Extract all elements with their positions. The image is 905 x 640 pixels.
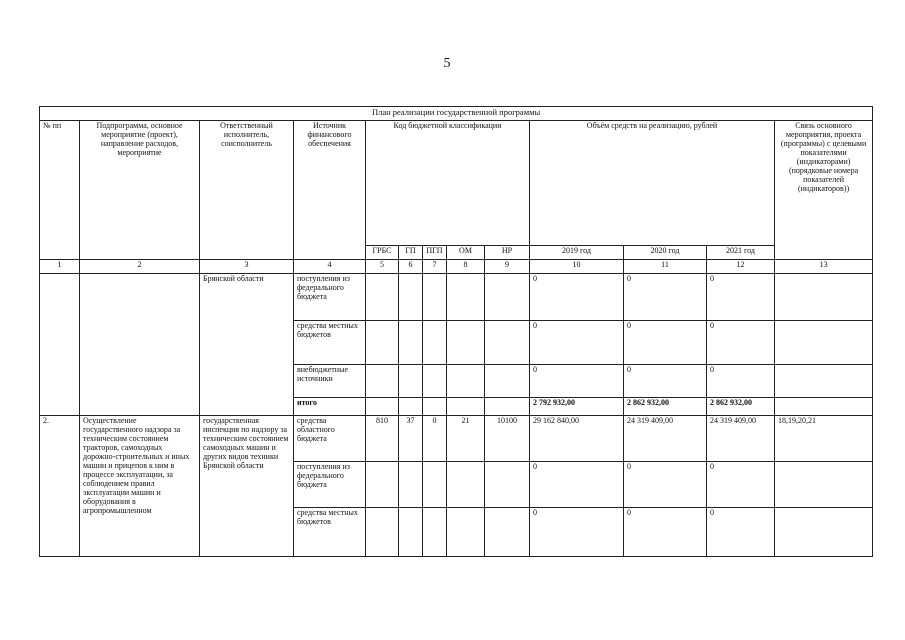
pgp-cell	[423, 273, 447, 320]
gp-cell	[399, 320, 423, 364]
grbs-cell	[366, 273, 399, 320]
table-row	[40, 273, 873, 320]
source-cell: средства местных бюджетов	[294, 508, 366, 557]
header-link: Связь основного мероприятия, проекта (программы) с целевыми показателями (индикаторами) (порядковые номера показателей (индикаторов))	[775, 121, 873, 259]
link-cell	[775, 508, 873, 557]
executor-cell: государственная инспекция по надзору за техническим состоянием самоходных машин и других видов техники Брянской области	[200, 416, 294, 557]
header-num: № пп	[40, 121, 80, 259]
header-pgp: ПГП	[423, 246, 447, 259]
subprogram-cell	[80, 273, 200, 416]
col-number: 6	[399, 259, 423, 273]
om-cell	[447, 398, 485, 416]
np-cell	[485, 364, 530, 398]
page-number: 5	[443, 56, 451, 71]
row-num-cell: 2.	[40, 416, 80, 557]
program-plan-table	[39, 106, 873, 557]
col-number: 4	[294, 259, 366, 273]
link-cell	[775, 273, 873, 320]
gp-cell	[399, 398, 423, 416]
col-number: 1	[40, 259, 80, 273]
pgp-cell	[423, 320, 447, 364]
grbs-cell: 810	[366, 416, 399, 462]
col-number: 8	[447, 259, 485, 273]
header-om: ОМ	[447, 246, 485, 259]
om-cell	[447, 273, 485, 320]
header-gp: ГП	[399, 246, 423, 259]
col-number: 9	[485, 259, 530, 273]
header-subprogram: Подпрограмма, основное мероприятие (проект), направление расходов, мероприятие	[80, 121, 200, 259]
source-cell: внебюджетные источники	[294, 364, 366, 398]
grbs-cell	[366, 364, 399, 398]
row-num-cell	[40, 273, 80, 416]
link-cell	[775, 398, 873, 416]
pgp-cell	[423, 364, 447, 398]
subprogram-cell: Осуществление государственного надзора за техническим состоянием тракторов, самоходных дорожно-строительных и иных машин и прицепов к ним в процессе эксплуатации, за соблюдением правил эксплуатации машин и оборудования в агропромышленном	[80, 416, 200, 557]
om-cell: 21	[447, 416, 485, 462]
grbs-cell	[366, 462, 399, 508]
amount-2020-cell: 0	[624, 320, 707, 364]
col-number: 11	[624, 259, 707, 273]
np-cell	[485, 320, 530, 364]
link-cell: 18,19,20,21	[775, 416, 873, 462]
amount-2021-cell: 0	[707, 462, 775, 508]
amount-2021-cell: 0	[707, 364, 775, 398]
header-executor: Ответственный исполнитель, соисполнитель	[200, 121, 294, 259]
col-number: 12	[707, 259, 775, 273]
amount-2020-cell: 2 862 932,00	[624, 398, 707, 416]
gp-cell	[399, 273, 423, 320]
grbs-cell	[366, 398, 399, 416]
source-cell: поступления из федерального бюджета	[294, 273, 366, 320]
amount-2019-cell: 0	[530, 508, 624, 557]
pgp-cell	[423, 508, 447, 557]
np-cell	[485, 462, 530, 508]
amount-2021-cell: 0	[707, 508, 775, 557]
om-cell	[447, 364, 485, 398]
amount-2020-cell: 24 319 409,00	[624, 416, 707, 462]
np-cell: 10100	[485, 416, 530, 462]
col-number: 3	[200, 259, 294, 273]
gp-cell	[399, 508, 423, 557]
header-year-2020: 2020 год	[624, 246, 707, 259]
np-cell	[485, 273, 530, 320]
gp-cell	[399, 364, 423, 398]
amount-2019-cell: 0	[530, 364, 624, 398]
om-cell	[447, 320, 485, 364]
link-cell	[775, 462, 873, 508]
col-number: 2	[80, 259, 200, 273]
amount-2021-cell: 0	[707, 273, 775, 320]
col-number: 13	[775, 259, 873, 273]
header-np: НР	[485, 246, 530, 259]
amount-2021-cell: 0	[707, 320, 775, 364]
amount-2020-cell: 0	[624, 508, 707, 557]
amount-2020-cell: 0	[624, 364, 707, 398]
source-cell: средства местных бюджетов	[294, 320, 366, 364]
amount-2019-cell: 0	[530, 320, 624, 364]
source-cell: итого	[294, 398, 366, 416]
link-cell	[775, 364, 873, 398]
amount-2019-cell: 0	[530, 462, 624, 508]
pgp-cell	[423, 462, 447, 508]
executor-cell: Брянской области	[200, 273, 294, 416]
grbs-cell	[366, 508, 399, 557]
om-cell	[447, 462, 485, 508]
link-cell	[775, 320, 873, 364]
amount-2019-cell: 29 162 840,00	[530, 416, 624, 462]
np-cell	[485, 508, 530, 557]
header-year-2019: 2019 год	[530, 246, 624, 259]
amount-2020-cell: 0	[624, 462, 707, 508]
header-budget-code: Код бюджетной классификации	[366, 121, 530, 246]
om-cell	[447, 508, 485, 557]
col-number: 7	[423, 259, 447, 273]
table-title: План реализации государственной программы	[40, 107, 873, 121]
header-grbs: ГРБС	[366, 246, 399, 259]
source-cell: поступления из федерального бюджета	[294, 462, 366, 508]
source-cell: средства областного бюджета	[294, 416, 366, 462]
header-source: Источник финансового обеспечения	[294, 121, 366, 259]
grbs-cell	[366, 320, 399, 364]
amount-2021-cell: 24 319 409,00	[707, 416, 775, 462]
header-volume: Объём средств на реализацию, рублей	[530, 121, 775, 246]
pgp-cell: 0	[423, 416, 447, 462]
pgp-cell	[423, 398, 447, 416]
amount-2021-cell: 2 862 932,00	[707, 398, 775, 416]
table-row	[40, 416, 873, 462]
col-number: 10	[530, 259, 624, 273]
header-year-2021: 2021 год	[707, 246, 775, 259]
np-cell	[485, 398, 530, 416]
gp-cell: 37	[399, 416, 423, 462]
gp-cell	[399, 462, 423, 508]
amount-2020-cell: 0	[624, 273, 707, 320]
amount-2019-cell: 2 792 932,00	[530, 398, 624, 416]
col-number: 5	[366, 259, 399, 273]
amount-2019-cell: 0	[530, 273, 624, 320]
